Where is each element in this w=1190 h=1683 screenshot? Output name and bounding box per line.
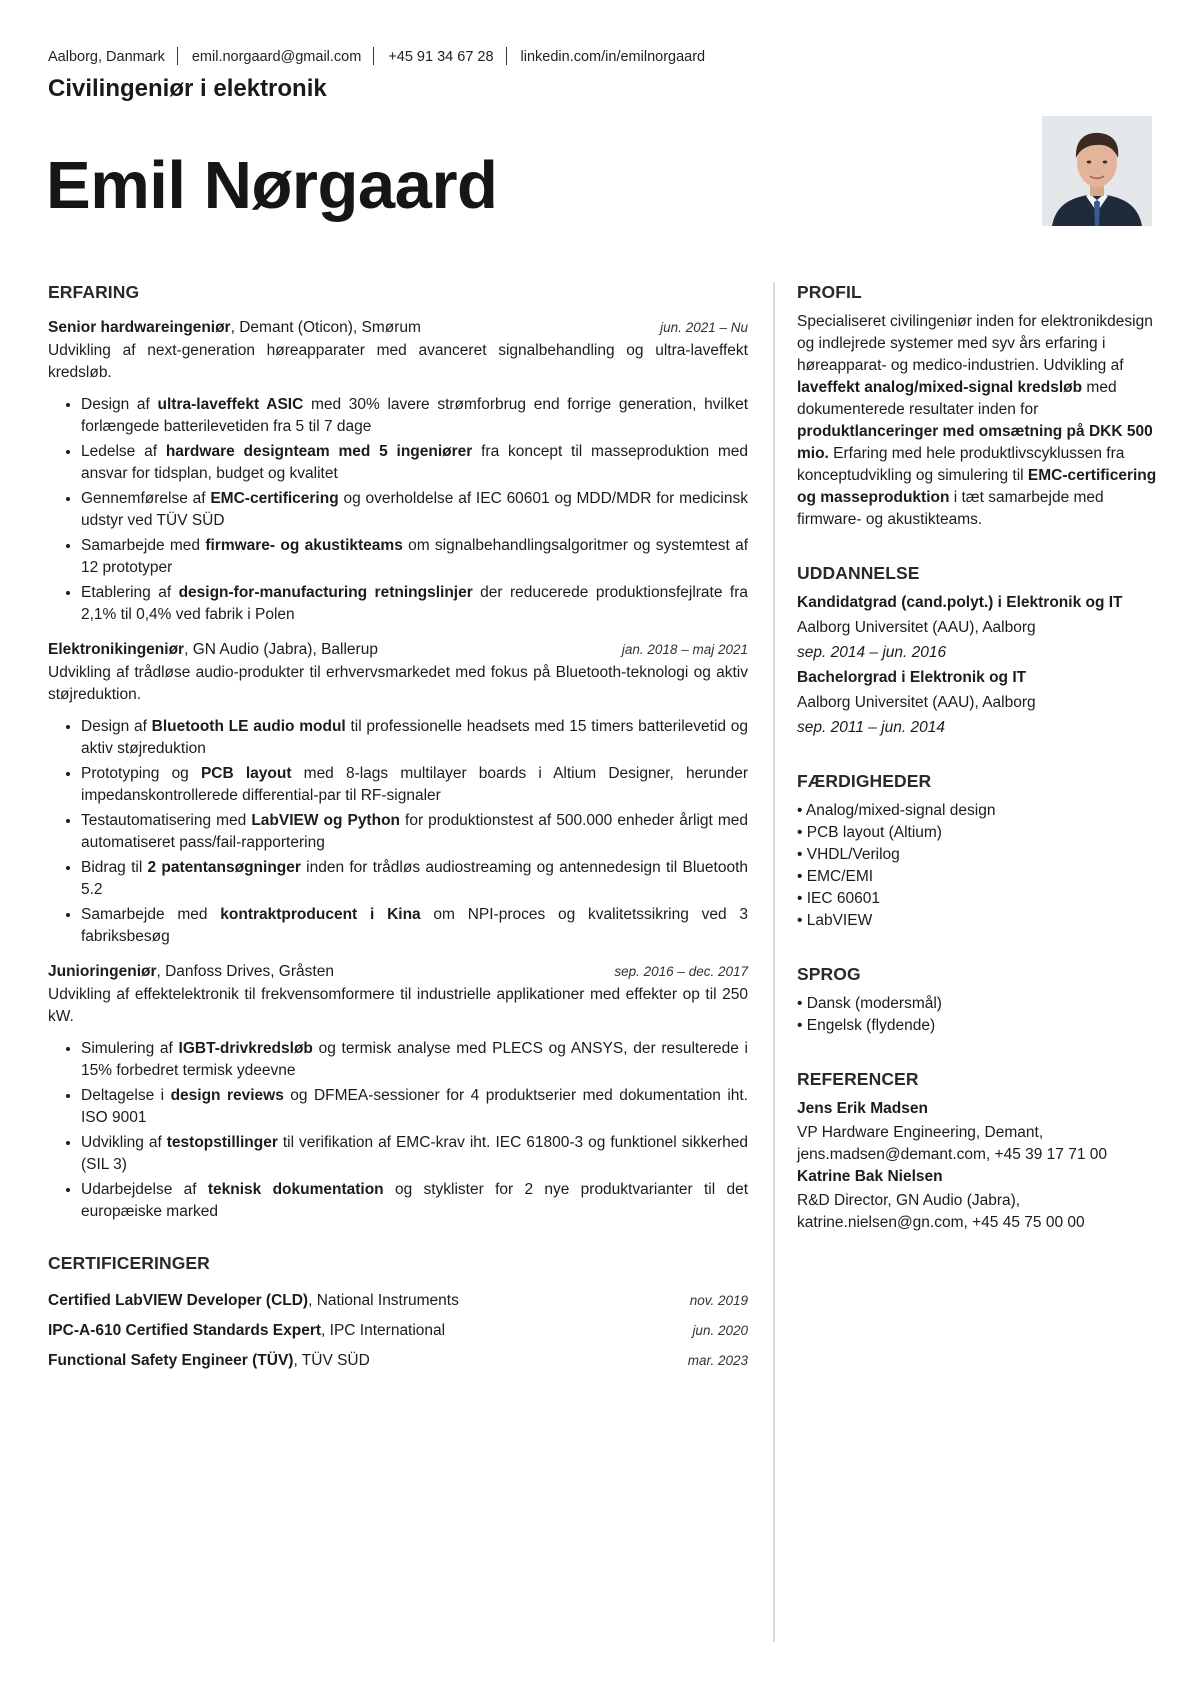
job-bullet: • Design af Bluetooth LE audio modul til professionelle headsets med 15 timers batterilevetid og aktiv støjreduktion — [81, 716, 748, 760]
job-company: , Demant (Oticon), Smørum — [230, 319, 421, 336]
job-bullet: • Deltagelse i design reviews og DFMEA-sessioner for 4 produktserier med dokumentation iht. ISO 9001 — [81, 1085, 748, 1129]
contact-separator — [373, 47, 374, 65]
job-bullet: • Samarbejde med firmware- og akustikteams om signalbehandlingsalgoritmer og systemtest af 12 prototyper — [81, 535, 748, 579]
right-column — [797, 282, 1157, 1266]
job-description: Udvikling af next-generation høreapparater med avanceret signalbehandling og ultra-laveffekt kredsløb. — [48, 342, 748, 381]
job-bullet: • Ledelse af hardware designteam med 5 ingeniører fra koncept til masseproduktion med ansvar for tidsplan, budget og kvalitet — [81, 441, 748, 485]
certification-entry — [48, 1290, 748, 1312]
contact-linkedin[interactable]: linkedin.com/in/emilnorgaard — [520, 49, 706, 65]
job-bullet: • Testautomatisering med LabVIEW og Python for produktionstest af 500.000 enheder årligt med automatiseret pass/fail-rapportering — [81, 810, 748, 854]
portrait-image — [1042, 116, 1152, 226]
job-date: sep. 2016 – dec. 2017 — [614, 964, 748, 979]
skills-section — [797, 771, 1157, 932]
profile-section-title: PROFIL — [797, 282, 862, 302]
reference-entry — [797, 1098, 1157, 1166]
certification-issuer: , National Instruments — [308, 1292, 459, 1309]
education-entry — [797, 667, 1157, 739]
certification-entry — [48, 1320, 748, 1342]
job-entry — [48, 639, 748, 948]
job-company: , Danfoss Drives, Gråsten — [156, 963, 334, 980]
job-bullets — [48, 1038, 748, 1223]
profile-photo — [1042, 116, 1152, 226]
education-date: sep. 2011 – jun. 2014 — [797, 719, 945, 736]
job-bullet: • Design af ultra-laveffekt ASIC med 30% lavere strømforbrug end forrige generation, hvilket forlængede batterilevetiden fra 5 til 7 dage — [81, 394, 748, 438]
job-date: jun. 2021 – Nu — [660, 320, 748, 335]
skill-item: • IEC 60601 — [797, 888, 1157, 910]
profile-text: Specialiseret civilingeniør inden for elektronikdesign og indlejrede systemer med syv års erfaring i høreapparat- og medico-industrien. Udvikling af laveffekt analog/mixed-signal kredsløb med dokumenterede resultater inden for produktlanceringer med omsætning på DKK 500 mio. Erfaring med hele produktlivscyklussen fra konceptudvikling og simulering til EMC-certificering og masseproduktion i tæt samarbejde med firmware- og akustikteams. — [797, 313, 1157, 528]
skill-item: • VHDL/Verilog — [797, 844, 1157, 866]
job-date: jan. 2018 – maj 2021 — [621, 642, 748, 657]
job-role: Junioringeniør — [48, 963, 157, 980]
certification-date: jun. 2020 — [692, 1323, 748, 1338]
education-school: Aalborg Universitet (AAU), Aalborg — [797, 619, 1036, 636]
certification-issuer: , IPC International — [321, 1322, 446, 1339]
skills-list — [797, 800, 1157, 932]
job-header — [48, 961, 748, 983]
contact-bar — [48, 47, 705, 65]
language-item: • Engelsk (flydende) — [797, 1015, 1157, 1037]
references-section-title: REFERENCER — [797, 1069, 919, 1089]
education-degree: Bachelorgrad i Elektronik og IT — [797, 669, 1027, 686]
reference-detail: R&D Director, GN Audio (Jabra), katrine.nielsen@gn.com, +45 45 75 00 00 — [797, 1192, 1085, 1231]
candidate-name: Emil Nørgaard — [46, 148, 498, 223]
job-header — [48, 317, 748, 339]
job-bullet: • Udarbejdelse af teknisk dokumentation og styklister for 2 nye produktvarianter til det europæiske marked — [81, 1179, 748, 1223]
references-section — [797, 1069, 1157, 1234]
contact-location: Aalborg, Danmark — [48, 49, 165, 65]
contact-separator — [177, 47, 178, 65]
skills-section-title: FÆRDIGHEDER — [797, 771, 932, 791]
experience-section-title: ERFARING — [48, 282, 140, 302]
contact-phone[interactable]: +45 91 34 67 28 — [388, 49, 494, 65]
contact-email[interactable]: emil.norgaard@gmail.com — [191, 49, 362, 65]
job-role: Senior hardwareingeniør — [48, 319, 231, 336]
job-bullet: • Gennemførelse af EMC-certificering og overholdelse af IEC 60601 og MDD/MDR for medicinsk udstyr ved TÜV SÜD — [81, 488, 748, 532]
reference-detail: VP Hardware Engineering, Demant, jens.madsen@demant.com, +45 39 17 71 00 — [797, 1124, 1107, 1163]
column-divider — [773, 282, 775, 1642]
profile-section — [797, 282, 1157, 531]
languages-section — [797, 964, 1157, 1037]
reference-name: Jens Erik Madsen — [797, 1100, 928, 1117]
certification-entry — [48, 1350, 748, 1372]
languages-section-title: SPROG — [797, 964, 861, 984]
job-bullet: • Prototyping og PCB layout med 8-lags multilayer boards i Altium Designer, herunder impedanskontrollerede differential-par til RF-signaler — [81, 763, 748, 807]
job-bullets — [48, 394, 748, 626]
job-bullet: • Etablering af design-for-manufacturing retningslinjer der reducerede produktionsfejlrate fra 2,1% til 0,4% ved fabrik i Polen — [81, 582, 748, 626]
job-entry — [48, 317, 748, 626]
education-degree: Kandidatgrad (cand.polyt.) i Elektronik og IT — [797, 594, 1123, 611]
reference-entry — [797, 1166, 1157, 1234]
job-role: Elektronikingeniør — [48, 641, 185, 658]
job-entry — [48, 961, 748, 1223]
job-bullets — [48, 716, 748, 948]
certification-name: IPC-A-610 Certified Standards Expert — [48, 1322, 322, 1339]
job-company: , GN Audio (Jabra), Ballerup — [184, 641, 378, 658]
job-header — [48, 639, 748, 661]
headline-job-title: Civilingeniør i elektronik — [48, 75, 327, 102]
language-item: • Dansk (modersmål) — [797, 993, 1157, 1015]
certification-name: Certified LabVIEW Developer (CLD) — [48, 1292, 309, 1309]
education-entry — [797, 592, 1157, 664]
left-column — [48, 282, 748, 1380]
skill-item: • LabVIEW — [797, 910, 1157, 932]
reference-name: Katrine Bak Nielsen — [797, 1168, 943, 1185]
job-bullet: • Bidrag til 2 patentansøgninger inden for trådløs audiostreaming og antennedesign til Bluetooth 5.2 — [81, 857, 748, 901]
education-date: sep. 2014 – jun. 2016 — [797, 644, 947, 661]
job-description: Udvikling af effektelektronik til frekvensomformere til industrielle applikationer med effekter op til 250 kW. — [48, 986, 748, 1025]
job-bullet: • Udvikling af testopstillinger til verifikation af EMC-krav iht. IEC 61800-3 og funktionel sikkerhed (SIL 3) — [81, 1132, 748, 1176]
certification-name: Functional Safety Engineer (TÜV) — [48, 1352, 294, 1369]
certifications-section-title: CERTIFICERINGER — [48, 1253, 210, 1273]
skill-item: • PCB layout (Altium) — [797, 822, 1157, 844]
certification-issuer: , TÜV SÜD — [293, 1352, 370, 1369]
education-section-title: UDDANNELSE — [797, 563, 920, 583]
skill-item: • EMC/EMI — [797, 866, 1157, 888]
skill-item: • Analog/mixed-signal design — [797, 800, 1157, 822]
languages-list — [797, 993, 1157, 1037]
education-school: Aalborg Universitet (AAU), Aalborg — [797, 694, 1036, 711]
job-bullet: • Samarbejde med kontraktproducent i Kina om NPI-proces og kvalitetssikring ved 3 fabriksbesøg — [81, 904, 748, 948]
certification-date: nov. 2019 — [689, 1293, 748, 1308]
certification-date: mar. 2023 — [687, 1353, 748, 1368]
job-description: Udvikling af trådløse audio-produkter til erhvervsmarkedet med fokus på Bluetooth-teknologi og aktiv støjreduktion. — [48, 664, 748, 703]
contact-separator — [506, 47, 507, 65]
education-section — [797, 563, 1157, 739]
job-bullet: • Simulering af IGBT-drivkredsløb og termisk analyse med PLECS og ANSYS, der resulterede i 15% forbedret termisk ydeevne — [81, 1038, 748, 1082]
